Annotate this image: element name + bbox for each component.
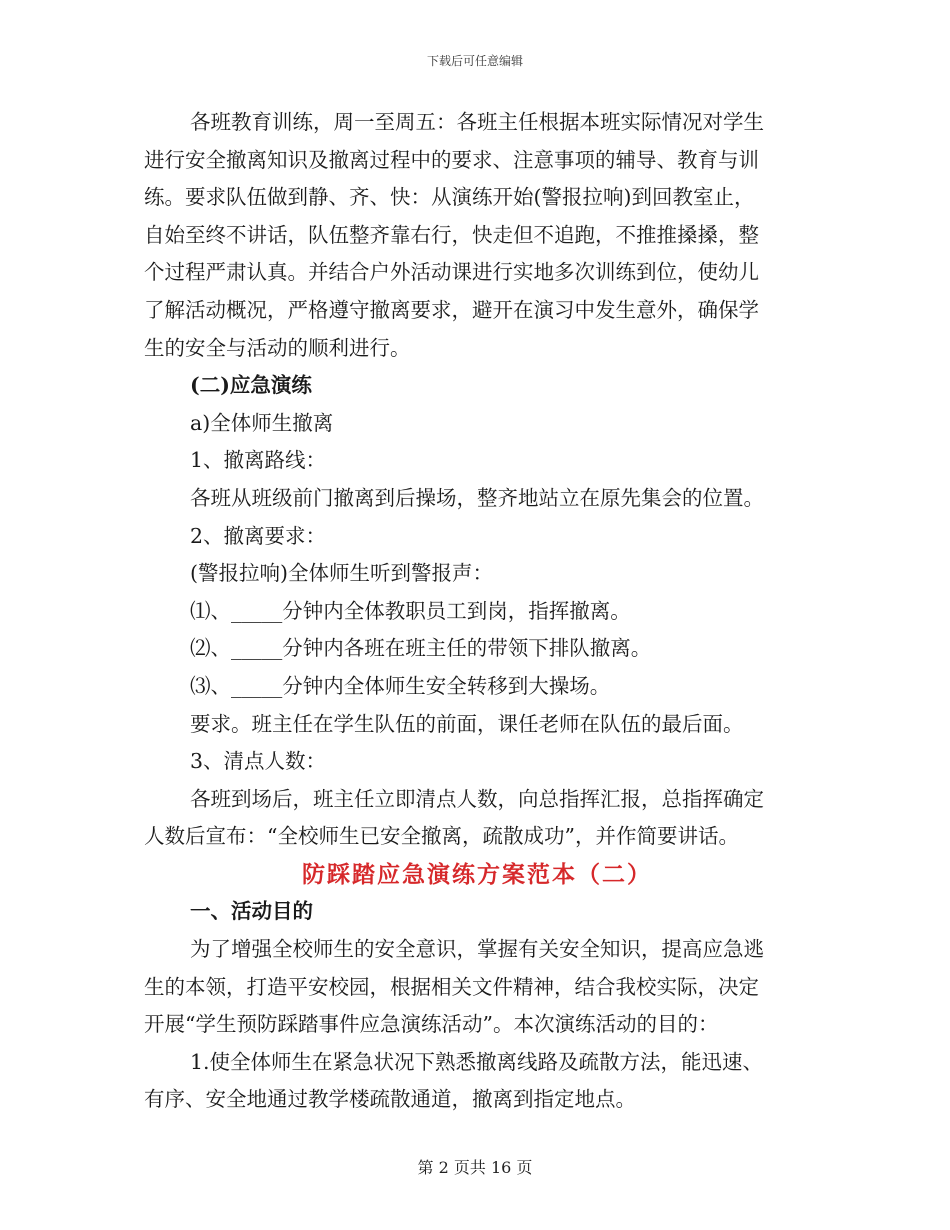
subsection-label: a)全体师生撤离 xyxy=(190,410,334,435)
paragraph-line: 各班从班级前门撤离到后操场，整齐地站立在原先集会的位置。 xyxy=(190,485,764,510)
list-item: ⑴、_____分钟内全体教职员工到岗，指挥撤离。 xyxy=(190,598,631,623)
paragraph-line: 生的本领，打造平安校园，根据相关文件精神，结合我校实际，决定 xyxy=(144,974,759,999)
list-item: ⑵、_____分钟内各班在班主任的带领下排队撤离。 xyxy=(190,636,652,661)
paragraph-line: 自始至终不讲话，队伍整齐靠右行，快走但不追跑，不推推搡搡，整 xyxy=(144,222,759,247)
paragraph-line: 了解活动概况，严格遵守撤离要求，避开在演习中发生意外，确保学 xyxy=(144,297,759,322)
section-title: 防踩踏应急演练方案范本（二） xyxy=(302,860,652,888)
paragraph-line: 个过程严肃认真。并结合户外活动课进行实地多次训练到位，使幼儿 xyxy=(144,260,759,285)
item-heading: 3、清点人数： xyxy=(190,749,327,774)
item-heading: 1、撤离路线： xyxy=(190,448,327,473)
paragraph-line: 练。要求队伍做到静、齐、快：从演练开始(警报拉响)到回教室止， xyxy=(144,185,755,210)
paragraph-line: 开展“学生预防踩踏事件应急演练活动”。本次演练活动的目的： xyxy=(144,1012,719,1037)
page-footer: 第 2 页共 16 页 xyxy=(417,1158,533,1177)
section-heading: (二)应急演练 xyxy=(190,373,312,398)
paragraph-line: 有序、安全地通过教学楼疏散通道，撤离到指定地点。 xyxy=(144,1087,636,1112)
list-item: ⑶、_____分钟内全体师生安全转移到大操场。 xyxy=(190,673,611,698)
page-header: 下载后可任意编辑 xyxy=(426,54,523,68)
paragraph-line: 为了增强全校师生的安全意识，掌握有关安全知识，提高应急逃 xyxy=(190,937,764,962)
paragraph-line: 生的安全与活动的顺利进行。 xyxy=(144,335,411,360)
paragraph-line: 要求。班主任在学生队伍的前面，课任老师在队伍的最后面。 xyxy=(190,711,744,736)
paragraph-line: 各班到场后，班主任立即清点人数，向总指挥汇报，总指挥确定 xyxy=(190,786,764,811)
paragraph-line: 进行安全撤离知识及撤离过程中的要求、注意事项的辅导、教育与训 xyxy=(144,147,759,172)
paragraph-line: 人数后宣布：“全校师生已安全撤离，疏散成功”，并作简要讲话。 xyxy=(144,824,739,849)
section-heading: 一、活动目的 xyxy=(190,899,313,924)
paragraph-line: (警报拉响)全体师生听到警报声： xyxy=(190,561,493,586)
item-heading: 2、撤离要求： xyxy=(190,523,327,548)
paragraph-line: 各班教育训练，周一至周五：各班主任根据本班实际情况对学生 xyxy=(190,110,764,134)
document-body xyxy=(144,104,810,1119)
paragraph-line: 1.使全体师生在紧急状况下熟悉撤离线路及疏散方法，能迅速、 xyxy=(190,1049,764,1074)
